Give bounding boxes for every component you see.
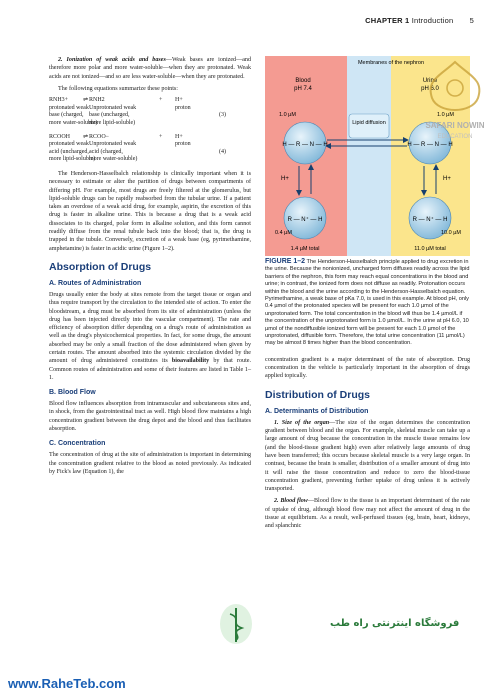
ionization-paragraph <box>49 56 251 81</box>
eq3-desc: proton <box>175 104 191 111</box>
publisher-watermark <box>420 58 490 148</box>
eq4-desc: proton <box>175 141 191 148</box>
caption-text: The Henderson-Hasselbalch principle applied to drug excretion in the urine. Because the nonionized, uncharged form diffuses readily across the lipid barriers of the nephron, this form may reach equal concentrations in the blood and urine; in contrast, the ionized form does not diffuse as readily. Protonation occurs within the blood and the urine according to the Henderson-Hasselbalch equation. Pyrimethamine, a weak base of pKa 7.0, is used in this example. At blood pH, only 0.4 µmol of the protonated species will be present for each 1.0 µmol of the unprotonated form. The total concentration in the blood will thus be 1.4 µmol/L if the concentration of the unprotonated form is 1.0 µmol/L. In the urine at pH 6.0, 10 µmol of the nondiffusible ionized form will be present for each 1.0 µmol of the unprotonated, diffusible form. Therefore, the total urine concentration (11 µmol/L) may be almost 8 times higher than the blood concentration. <box>265 259 470 347</box>
running-header <box>365 16 474 25</box>
eq4-plus: + <box>159 133 163 140</box>
eq3-reactant: RNH3+ <box>49 97 69 104</box>
persian-watermark: فروشگاه اینترنتی راه طب <box>330 618 460 629</box>
routes-heading: A. Routes of Administration <box>49 279 142 287</box>
blood-flow-heading: B. Blood Flow <box>49 389 96 397</box>
eq4-number: (4) <box>219 148 226 155</box>
eq3-desc: base (uncharged, <box>89 112 130 119</box>
site-watermark[interactable]: www.RaheTeb.com <box>8 676 126 691</box>
size-heading: 1. Size of the organ <box>274 419 330 426</box>
blood-ph: pH 7.4 <box>294 86 312 92</box>
urine-ph: pH 6.0 <box>421 86 439 92</box>
distribution-heading: Distribution of Drugs <box>265 388 370 401</box>
blood-label: Blood <box>295 78 311 84</box>
ionization-text: —Weak bases are ionized—and therefore more polar and more water-soluble—when they are protonated. Weak acids are not ionized—and so are less water-soluble—when they are protonated. <box>49 57 251 80</box>
bioavailability-term: bioavailability <box>171 358 210 365</box>
structure-label: R — N⁺ — H <box>412 217 448 223</box>
concentration-heading: C. Concentration <box>49 440 106 448</box>
eq4-desc: more lipid-soluble) <box>49 156 96 163</box>
urine-label: Urine <box>422 78 438 84</box>
eq4-desc: protonated weak <box>49 141 89 148</box>
routes-text: Drugs usually enter the body at sites remote from the target tissue or organ and thus require transport by the circulation to the intended site of action. To enter the bloodstream, a drug must be absorbed from its site of administration (unless the drug has been injected directly into the vascular compartment). The rate and efficiency of absorption differ depending on a drug's route of administration as well as the drug's physicochemical properties. In fact, for some drugs, the amount absorbed may be only a small fraction of the dose administered when given by certain routes. The amount absorbed into the systemic circulation divided by the amount of drug administered constitutes its <box>49 291 251 365</box>
total-urine: 11.0 µM total <box>414 246 446 252</box>
conc-top-left: 1.0 µM <box>279 112 296 118</box>
concentration-paragraph: The concentration of drug at the site of administration is important in determining the concentration gradient relative to the blood as noted previously. As indicated by Fick's law (Equation 1), the <box>49 452 251 475</box>
eq4-product: RCOO− <box>89 133 110 140</box>
eq3-plus: + <box>159 97 163 104</box>
page-number: 5 <box>469 16 474 25</box>
eq4-desc: acid (charged, <box>89 148 123 155</box>
structure-label: H — R — N — H <box>407 142 453 148</box>
figure-caption <box>265 258 470 348</box>
eq3-number: (3) <box>219 112 226 119</box>
brand-sub-text: EDUCATION <box>437 134 473 140</box>
eq3-desc: protonated weak <box>49 104 89 111</box>
size-text: —The size of the organ determines the concentration gradient between blood and the organ. For example, skeletal muscle can take up a large amount of drug because the concentration in the muscle tissue remains low (and the blood-tissue gradient high) even after relatively large amounts of drug have been transferred; this occurs because skeletal muscle is a very large organ. In contrast, because the brain is smaller, distribution of a smaller amount of drug into it will raise the tissue concentration and reduce to zero the blood-tissue concentration gradient, preventing further uptake of drug unless it is actively transported. <box>265 419 470 493</box>
eq3-product: RNH2 <box>89 97 105 104</box>
eq4-arrow: ⇌ <box>83 133 89 140</box>
blood-flow-text-right: —Blood flow to the tissue is an important determinant of the rate of uptake of drug, although blood flow may not affect the amount of drug in the tissue at equilibrium. As a result, well-perfused tissues (eg, brain, heart, kidneys, and splanchnic <box>265 498 470 530</box>
h-plus-blood: H+ <box>281 176 289 182</box>
eq4-desc: acid (uncharged, <box>49 148 89 155</box>
equation-intro: The following equations summarize these points: <box>58 85 178 92</box>
eq4-desc: Unprotonated weak <box>89 141 137 148</box>
eq3-desc: base (charged, <box>49 112 84 119</box>
blood-flow-paragraph: Blood flow influences absorption from intramuscular and subcutaneous sites and, in shock, from the gastrointestinal tract as well. High blood flow maintains a high concentration gradient between the drug depot and the blood and thus facilitates absorption. <box>49 401 251 433</box>
blood-flow-heading-right: 2. Blood flow <box>274 498 308 505</box>
eq3-desc: more lipid-soluble) <box>89 119 136 126</box>
left-column <box>49 56 251 480</box>
caption-label: FIGURE 1–2 <box>265 258 306 265</box>
hh-paragraph: The Henderson-Hasselbalch relationship is clinically important when it is necessary to estimate or alter the partition of drugs between compartments of differing pH. For example, most drugs are freely filtered at the glomerulus, but lipid-soluble drugs can be rapidly reabsorbed from the tubular urine. If a patient takes an overdose of a weak acid drug, for example, aspirin, the excretion of this drug is faster in alkaline urine. This is because a drug that is a weak acid dissociates to its charged, polar form in alkaline solution, and this form cannot readily diffuse from the renal tubule back into the blood; that is, the drug is trapped in the tubule. Conversely, excretion of a weak base (eg, pyrimethamine, amphetamine) is faster in acidic urine (Figure 1–2). <box>49 170 251 252</box>
eq4-desc: more water-soluble) <box>89 156 138 163</box>
h-plus-urine: H+ <box>443 176 451 182</box>
total-blood: 1.4 µM total <box>290 246 320 252</box>
medical-logo-icon <box>216 600 256 648</box>
routes-text-2: by that route. Common routes of administration and some of their features are listed in Table 1–1. <box>49 358 251 381</box>
structure-label: H — R — N — H <box>282 142 328 148</box>
conc-bottom-right: 10.0 µM <box>441 230 461 236</box>
size-paragraph <box>265 419 470 494</box>
chapter-label: CHAPTER 1 <box>365 16 410 25</box>
eq4-reactant: RCOOH <box>49 133 71 140</box>
absorption-heading: Absorption of Drugs <box>49 260 152 273</box>
ionization-heading: 2. Ionization of weak acids and bases <box>58 57 166 63</box>
chapter-title: Introduction <box>411 16 454 25</box>
equation-3 <box>49 97 251 127</box>
lipid-diffusion-box <box>349 114 389 138</box>
eq3-desc: more water-soluble) <box>49 119 98 126</box>
eq4-proton: H+ <box>175 133 183 140</box>
blood-flow-paragraph-right <box>265 497 470 530</box>
ornament-icon <box>420 58 490 148</box>
eq3-arrow: ⇌ <box>83 97 89 104</box>
brand-text: SAFARI NOWIN <box>425 121 485 130</box>
equation-4 <box>49 134 251 164</box>
routes-paragraph <box>49 291 251 382</box>
membrane-region <box>347 56 391 256</box>
structure-label: R — N⁺ — H <box>287 217 323 223</box>
conc-top-right: 1.0 µM <box>437 112 454 118</box>
conc-bottom-left: 0.4 µM <box>275 230 292 236</box>
determinants-heading: A. Determinants of Distribution <box>265 407 369 415</box>
membrane-label: Membranes of the nephron <box>357 60 425 66</box>
eq3-desc: Unprotonated weak <box>89 104 137 111</box>
eq3-proton: H+ <box>175 97 183 104</box>
lipid-label: Lipid diffusion <box>352 120 386 126</box>
continued-paragraph: concentration gradient is a major determinant of the rate of absorption. Drug concentration in the vehicle is particularly important in the absorption of drugs applied topically. <box>265 356 470 380</box>
